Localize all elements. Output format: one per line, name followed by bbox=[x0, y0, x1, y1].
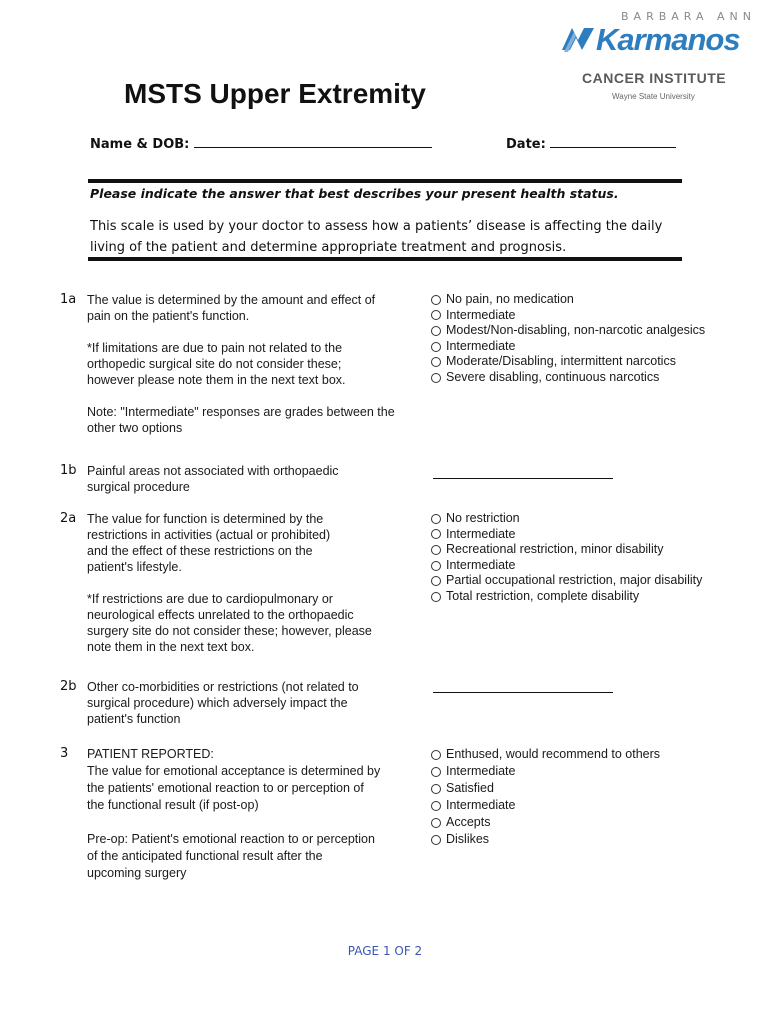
radio-icon[interactable] bbox=[431, 295, 441, 305]
page-number: PAGE 1 OF 2 bbox=[347, 944, 423, 958]
radio-icon[interactable] bbox=[431, 801, 441, 811]
question-2b-text: Other co-morbidities or restrictions (not related to surgical procedure) which adversely impact the patient's function bbox=[87, 680, 359, 726]
option[interactable] bbox=[431, 780, 660, 797]
date-label: Date: bbox=[506, 137, 546, 152]
option[interactable] bbox=[431, 831, 660, 848]
question-number: 1a bbox=[60, 292, 77, 307]
radio-icon[interactable] bbox=[431, 326, 441, 336]
logo-top-line: BARBARA ANN bbox=[621, 10, 756, 23]
radio-icon[interactable] bbox=[431, 342, 441, 352]
radio-icon[interactable] bbox=[431, 818, 441, 828]
question-number: 3 bbox=[60, 746, 69, 761]
instructions-top-rule bbox=[88, 179, 682, 183]
radio-icon[interactable] bbox=[431, 592, 441, 602]
radio-icon[interactable] bbox=[431, 561, 441, 571]
option-label: Severe disabling, continuous narcotics bbox=[446, 369, 660, 384]
option-label: Satisfied bbox=[446, 781, 494, 795]
option-label: Dislikes bbox=[446, 832, 490, 846]
page-title: MSTS Upper Extremity bbox=[124, 78, 426, 109]
option-label: No pain, no medication bbox=[446, 292, 574, 306]
radio-icon[interactable] bbox=[431, 750, 441, 760]
date-field bbox=[506, 134, 676, 152]
option[interactable] bbox=[431, 354, 705, 370]
radio-icon[interactable] bbox=[431, 835, 441, 845]
logo-name: Karmanos bbox=[596, 22, 740, 57]
question-1b-text: Painful areas not associated with orthopaedic surgical procedure bbox=[87, 464, 339, 494]
option[interactable] bbox=[431, 542, 702, 558]
logo-subtitle: CANCER INSTITUTE bbox=[582, 70, 727, 86]
radio-icon[interactable] bbox=[431, 514, 441, 524]
question-1a-options bbox=[431, 292, 705, 386]
option[interactable] bbox=[431, 292, 705, 308]
instructions-bottom-rule bbox=[88, 257, 682, 261]
question-number: 2a bbox=[60, 511, 77, 526]
logo-university: Wayne State University bbox=[612, 92, 695, 101]
date-input-line[interactable] bbox=[550, 134, 676, 148]
name-dob-input-line[interactable] bbox=[194, 134, 432, 148]
radio-icon[interactable] bbox=[431, 767, 441, 777]
option[interactable] bbox=[431, 558, 702, 574]
option[interactable] bbox=[431, 323, 705, 339]
option[interactable] bbox=[431, 589, 702, 605]
question-3-options bbox=[431, 746, 660, 848]
option-label: Intermediate bbox=[446, 338, 516, 353]
option-label: Enthused, would recommend to others bbox=[446, 747, 661, 761]
option[interactable] bbox=[431, 797, 660, 814]
karmanos-logo-icon bbox=[560, 24, 596, 54]
radio-icon[interactable] bbox=[431, 784, 441, 794]
question-number: 1b bbox=[60, 463, 77, 478]
instructions-heading: Please indicate the answer that best describes your present health status. bbox=[90, 186, 619, 201]
option[interactable] bbox=[431, 573, 702, 589]
option-label: Intermediate bbox=[446, 526, 516, 541]
option-label: Intermediate bbox=[446, 798, 516, 812]
question-2b-answer-line[interactable] bbox=[433, 692, 613, 693]
radio-icon[interactable] bbox=[431, 310, 441, 320]
radio-icon[interactable] bbox=[431, 576, 441, 586]
option-label: Total restriction, complete disability bbox=[446, 588, 640, 603]
option-label: Modest/Non-disabling, non-narcotic analgesics bbox=[446, 323, 706, 338]
option[interactable] bbox=[431, 527, 702, 543]
radio-icon[interactable] bbox=[431, 357, 441, 367]
option[interactable] bbox=[431, 370, 705, 386]
question-2a-text: The value for function is determined by the restrictions in activities (actual or prohibited) and the effect of these restrictions on the patient's lifestyle. *If restrictions are due to cardiopulmonary or neurological effects unrelated to the orthopaedic surgery site do not consider these; however, please note them in the next text box. bbox=[87, 512, 372, 654]
radio-icon[interactable] bbox=[431, 545, 441, 555]
question-1a-text: The value is determined by the amount and effect of pain on the patient's function. *If limitations are due to pain not related to the orthopedic surgical site do not consider these; however please note them in the next text box. Note: "Intermediate" responses are grades between the other two options bbox=[87, 293, 395, 435]
radio-icon[interactable] bbox=[431, 529, 441, 539]
option[interactable] bbox=[431, 746, 660, 763]
question-1b-answer-line[interactable] bbox=[433, 478, 613, 479]
radio-icon[interactable] bbox=[431, 373, 441, 383]
option-label: Intermediate bbox=[446, 764, 516, 778]
question-2a-options bbox=[431, 511, 702, 605]
instructions-body: This scale is used by your doctor to assess how a patients’ disease is affecting the daily living of the patient and determine appropriate treatment and prognosis. bbox=[90, 219, 663, 255]
option[interactable] bbox=[431, 308, 705, 324]
question-3-text: PATIENT REPORTED: The value for emotional acceptance is determined by the patients' emotional reaction to or perception of the functional result (if post-op) Pre-op: Patient's emotional reaction to or perception of the anticipated functional result after the upcoming surgery bbox=[87, 747, 381, 880]
option-label: Accepts bbox=[446, 815, 491, 829]
option[interactable] bbox=[431, 511, 702, 527]
name-dob-label: Name & DOB: bbox=[90, 137, 190, 152]
option-label: Moderate/Disabling, intermittent narcotics bbox=[446, 354, 676, 369]
option-label: No restriction bbox=[446, 511, 520, 525]
option[interactable] bbox=[431, 763, 660, 780]
option[interactable] bbox=[431, 814, 660, 831]
name-dob-field bbox=[90, 134, 432, 152]
question-number: 2b bbox=[60, 679, 77, 694]
option-label: Partial occupational restriction, major disability bbox=[446, 573, 703, 588]
option-label: Recreational restriction, minor disability bbox=[446, 542, 664, 557]
option[interactable] bbox=[431, 339, 705, 355]
option-label: Intermediate bbox=[446, 557, 516, 572]
option-label: Intermediate bbox=[446, 307, 516, 322]
